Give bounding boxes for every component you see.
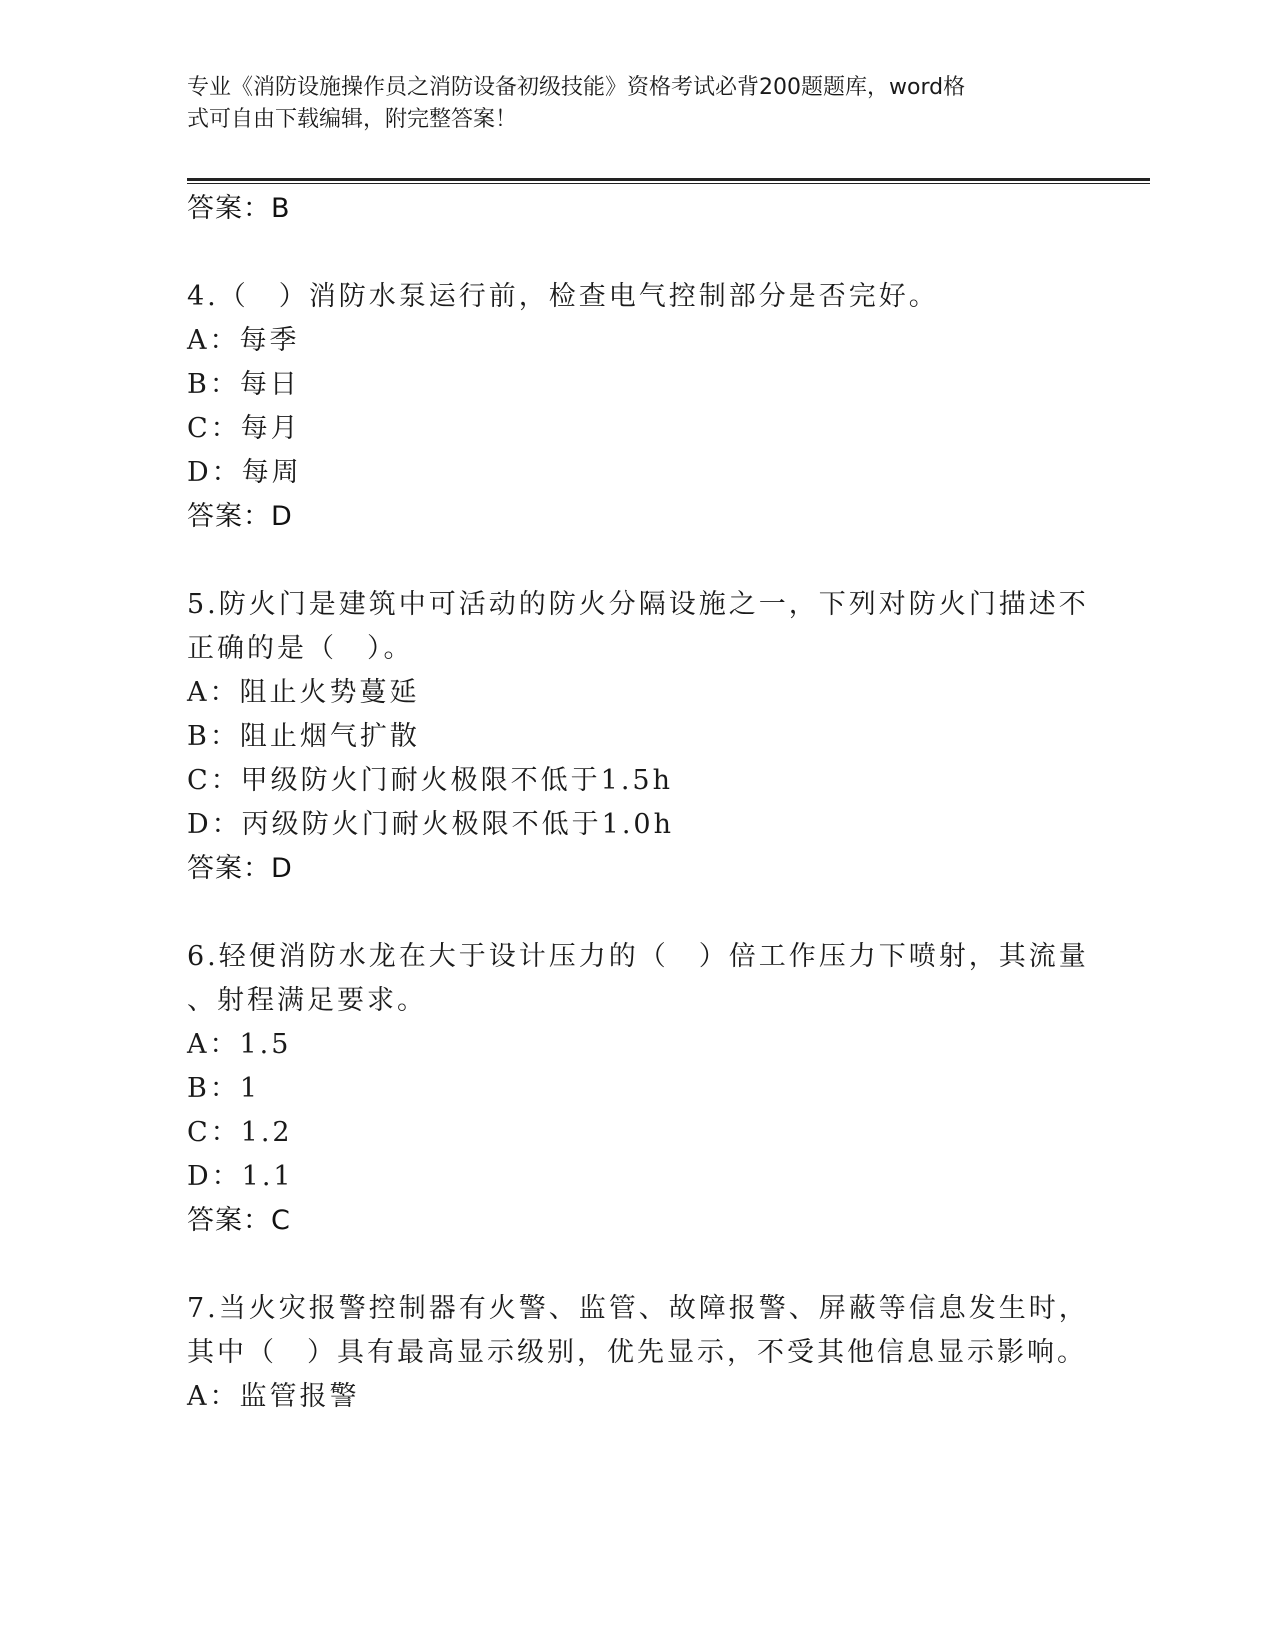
question-6-option-a: A：1.5 bbox=[187, 1029, 292, 1060]
header-divider-thick bbox=[187, 178, 1150, 181]
question-6-stem-line-2: 、射程满足要求。 bbox=[187, 985, 427, 1016]
question-5-answer: 答案：D bbox=[187, 853, 293, 884]
answer-q3: 答案：B bbox=[187, 193, 291, 224]
question-6-option-d: D：1.1 bbox=[187, 1161, 294, 1192]
question-4-option-c: C：每月 bbox=[187, 413, 301, 444]
question-7-option-a: A：监管报警 bbox=[187, 1381, 360, 1412]
question-5-option-c: C：甲级防火门耐火极限不低于1.5h bbox=[187, 765, 673, 796]
question-4-option-b: B：每日 bbox=[187, 369, 300, 400]
question-4-stem: 4.（ ）消防水泵运行前，检查电气控制部分是否完好。 bbox=[187, 281, 939, 312]
question-6-option-b: B：1 bbox=[187, 1073, 261, 1104]
question-6-answer: 答案：C bbox=[187, 1205, 291, 1236]
document-header bbox=[187, 72, 1067, 136]
question-5-stem-line-2: 正确的是（ ）。 bbox=[187, 633, 414, 664]
question-5-option-a: A：阻止火势蔓延 bbox=[187, 677, 420, 708]
question-5-option-d: D：丙级防火门耐火极限不低于1.0h bbox=[187, 809, 674, 840]
header-divider-thin bbox=[187, 183, 1150, 184]
header-line-1: 专业《消防设施操作员之消防设备初级技能》资格考试必背200题题库，word格 bbox=[187, 75, 966, 100]
question-4-option-a: A：每季 bbox=[187, 325, 300, 356]
header-line-2: 式可自由下载编辑，附完整答案！ bbox=[187, 107, 518, 132]
question-5-stem-line-1: 5.防火门是建筑中可活动的防火分隔设施之一，下列对防火门描述不 bbox=[187, 589, 1089, 620]
question-4-option-d: D：每周 bbox=[187, 457, 302, 488]
question-6-option-c: C：1.2 bbox=[187, 1117, 293, 1148]
question-6-stem-line-1: 6.轻便消防水龙在大于设计压力的（ ）倍工作压力下喷射，其流量 bbox=[187, 941, 1089, 972]
question-7-stem-line-2: 其中（ ）具有最高显示级别，优先显示，不受其他信息显示影响。 bbox=[187, 1337, 1087, 1368]
question-7-stem-line-1: 7.当火灾报警控制器有火警、监管、故障报警、屏蔽等信息发生时， bbox=[187, 1293, 1089, 1324]
question-5-option-b: B：阻止烟气扩散 bbox=[187, 721, 420, 752]
question-4-answer: 答案：D bbox=[187, 501, 293, 532]
